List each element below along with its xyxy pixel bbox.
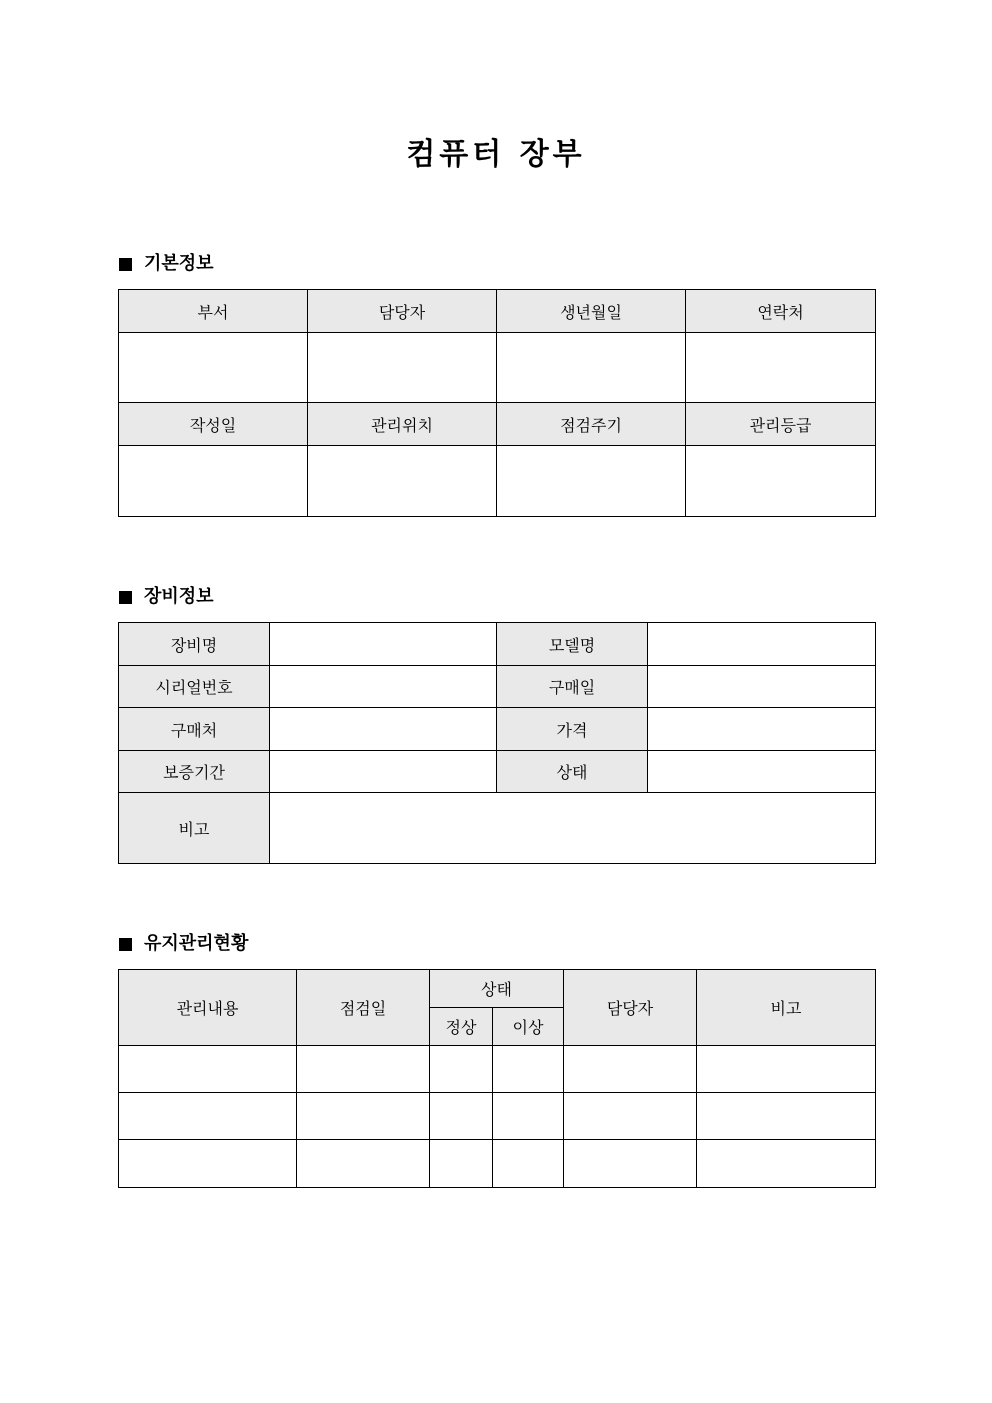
table-row (119, 1093, 876, 1140)
inspection-cycle-field[interactable] (497, 446, 686, 517)
location-field[interactable] (308, 446, 497, 517)
abnormal-cell[interactable] (493, 1046, 564, 1093)
content-cell[interactable] (119, 1140, 297, 1188)
header-abnormal: 이상 (493, 1008, 564, 1046)
check-date-cell[interactable] (297, 1140, 430, 1188)
department-field[interactable] (119, 333, 308, 403)
header-management-content: 관리내용 (119, 970, 297, 1046)
label-warranty: 보증기간 (119, 751, 270, 793)
normal-cell[interactable] (430, 1046, 493, 1093)
manager-cell[interactable] (564, 1046, 697, 1093)
abnormal-cell[interactable] (493, 1093, 564, 1140)
header-department: 부서 (119, 290, 308, 333)
label-status: 상태 (497, 751, 648, 793)
vendor-field[interactable] (270, 708, 497, 751)
label-remarks: 비고 (119, 793, 270, 864)
equipment-info-heading (119, 585, 214, 609)
table-row (119, 1046, 876, 1093)
maintenance-table (118, 969, 876, 1188)
basic-info-heading-text: 기본정보 (144, 253, 214, 274)
header-normal: 정상 (430, 1008, 493, 1046)
remarks-cell[interactable] (697, 1046, 876, 1093)
square-bullet-icon (119, 938, 132, 951)
label-vendor: 구매처 (119, 708, 270, 751)
serial-number-field[interactable] (270, 666, 497, 708)
document-title: 컴퓨터 장부 (406, 137, 586, 172)
status-field[interactable] (648, 751, 876, 793)
header-grade: 관리등급 (686, 403, 876, 446)
basic-info-heading (119, 252, 214, 276)
header-birthdate: 생년월일 (497, 290, 686, 333)
contact-field[interactable] (686, 333, 876, 403)
abnormal-cell[interactable] (493, 1140, 564, 1188)
header-manager: 담당자 (564, 970, 697, 1046)
equipment-info-table (118, 622, 876, 864)
header-written-date: 작성일 (119, 403, 308, 446)
label-equipment-name: 장비명 (119, 623, 270, 666)
grade-field[interactable] (686, 446, 876, 517)
header-status: 상태 (430, 970, 564, 1008)
written-date-field[interactable] (119, 446, 308, 517)
header-manager: 담당자 (308, 290, 497, 333)
basic-info-table (118, 289, 876, 517)
remarks-cell[interactable] (697, 1093, 876, 1140)
manager-field[interactable] (308, 333, 497, 403)
label-price: 가격 (497, 708, 648, 751)
check-date-cell[interactable] (297, 1093, 430, 1140)
header-remarks: 비고 (697, 970, 876, 1046)
table-row (119, 1140, 876, 1188)
maintenance-heading-text: 유지관리현황 (144, 933, 249, 954)
price-field[interactable] (648, 708, 876, 751)
label-model-name: 모델명 (497, 623, 648, 666)
purchase-date-field[interactable] (648, 666, 876, 708)
label-serial-number: 시리얼번호 (119, 666, 270, 708)
birthdate-field[interactable] (497, 333, 686, 403)
content-cell[interactable] (119, 1046, 297, 1093)
header-inspection-cycle: 점검주기 (497, 403, 686, 446)
content-cell[interactable] (119, 1093, 297, 1140)
equipment-info-heading-text: 장비정보 (144, 586, 214, 607)
model-name-field[interactable] (648, 623, 876, 666)
check-date-cell[interactable] (297, 1046, 430, 1093)
manager-cell[interactable] (564, 1140, 697, 1188)
header-contact: 연락처 (686, 290, 876, 333)
remarks-cell[interactable] (697, 1140, 876, 1188)
normal-cell[interactable] (430, 1093, 493, 1140)
square-bullet-icon (119, 591, 132, 604)
label-purchase-date: 구매일 (497, 666, 648, 708)
equipment-name-field[interactable] (270, 623, 497, 666)
header-location: 관리위치 (308, 403, 497, 446)
manager-cell[interactable] (564, 1093, 697, 1140)
header-check-date: 점검일 (297, 970, 430, 1046)
remarks-field[interactable] (270, 793, 876, 864)
square-bullet-icon (119, 258, 132, 271)
normal-cell[interactable] (430, 1140, 493, 1188)
maintenance-heading (119, 932, 248, 956)
warranty-field[interactable] (270, 751, 497, 793)
